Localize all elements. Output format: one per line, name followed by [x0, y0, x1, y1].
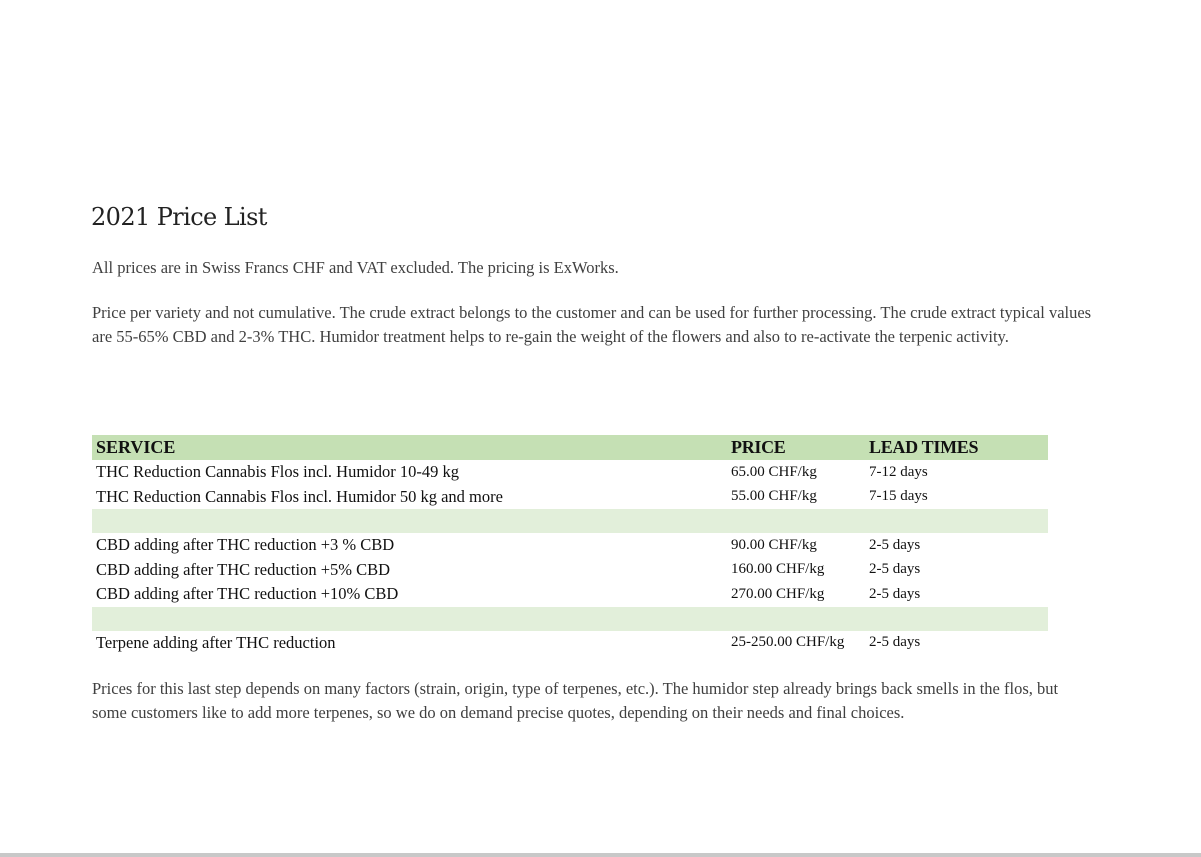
table-row — [92, 582, 1048, 607]
header-price: PRICE — [727, 435, 865, 460]
table-spacer-row — [92, 607, 1048, 631]
page-title: 2021 Price List — [91, 203, 267, 231]
footnote-paragraph: Prices for this last step depends on many factors (strain, origin, type of terpenes, etc.). The humidor step already brings back smells in the flos, but some customers like to add more terpenes, so we do on demand precise quotes, depending on their needs and final choices. — [92, 679, 1059, 722]
table-spacer-row — [92, 509, 1048, 533]
service-cell: THC Reduction Cannabis Flos incl. Humidor 50 kg and more — [96, 486, 503, 506]
lead-time-cell: 2-5 days — [869, 585, 921, 602]
table-row — [92, 558, 1048, 583]
service-cell: CBD adding after THC reduction +5% CBD — [96, 559, 391, 579]
lead-time-cell: 7-12 days — [869, 463, 928, 480]
lead-time-cell: 2-5 days — [869, 561, 921, 578]
service-cell: Terpene adding after THC reduction — [96, 632, 336, 652]
service-cell: CBD adding after THC reduction +10% CBD — [96, 584, 399, 604]
spacer-cell — [92, 607, 1048, 631]
price-cell: 25-250.00 CHF/kg — [731, 634, 845, 651]
price-cell: 270.00 CHF/kg — [731, 585, 825, 602]
spacer-cell — [92, 509, 1048, 533]
lead-time-cell: 7-15 days — [869, 488, 928, 505]
price-table — [92, 435, 1048, 655]
lead-time-cell: 2-5 days — [869, 634, 921, 651]
table-row — [92, 460, 1048, 485]
price-cell: 90.00 CHF/kg — [731, 536, 817, 553]
table-row — [92, 533, 1048, 558]
table-header-row — [92, 435, 1048, 460]
service-cell: CBD adding after THC reduction +3 % CBD — [96, 535, 395, 555]
note-paragraph: Price per variety and not cumulative. The crude extract belongs to the customer and can be used for further processing. The crude extract typical values are 55-65% CBD and 2-3% THC. Humidor treatment helps to re-gain the weight of the flowers and also to re-activate the terpenic activity. — [92, 303, 1092, 346]
intro-paragraph: All prices are in Swiss Francs CHF and VAT excluded. The pricing is ExWorks. — [92, 258, 619, 277]
price-cell: 55.00 CHF/kg — [731, 488, 817, 505]
service-cell: THC Reduction Cannabis Flos incl. Humidor 10-49 kg — [96, 462, 459, 482]
price-cell: 65.00 CHF/kg — [731, 463, 817, 480]
table-row — [92, 631, 1048, 656]
price-cell: 160.00 CHF/kg — [731, 561, 825, 578]
table-row — [92, 485, 1048, 510]
header-lead-times: LEAD TIMES — [865, 435, 1048, 460]
lead-time-cell: 2-5 days — [869, 536, 921, 553]
page-bottom-divider — [0, 853, 1201, 857]
header-service: SERVICE — [92, 435, 727, 460]
